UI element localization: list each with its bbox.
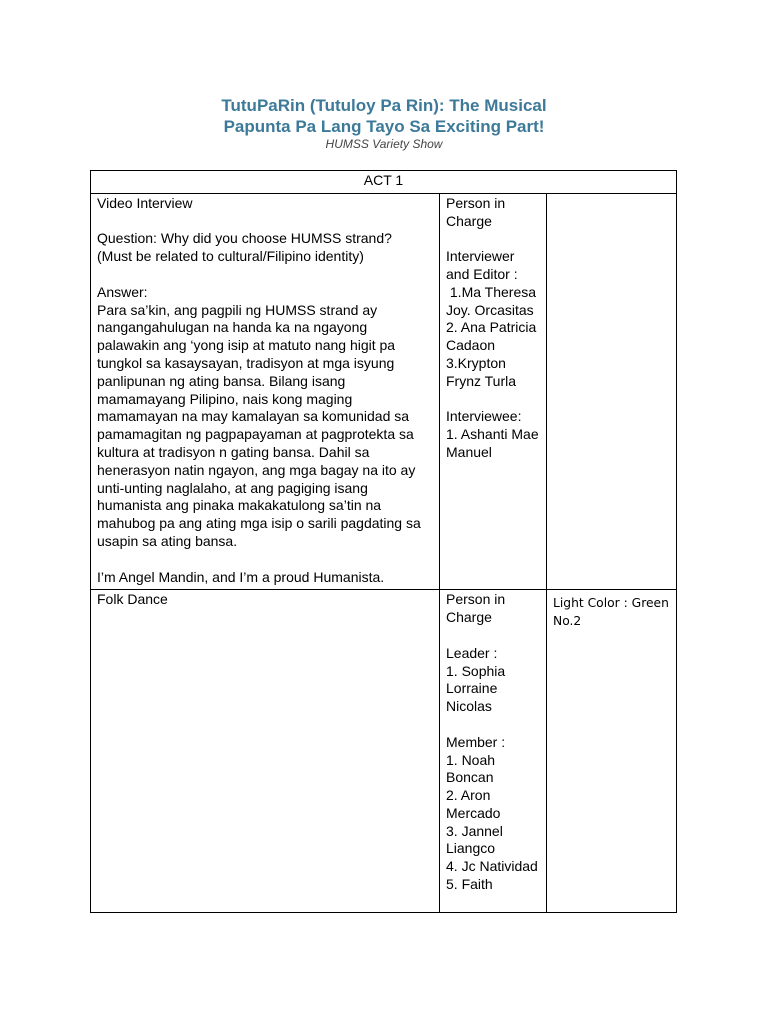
member-name: 1.Ma Theresa Joy. Orcasitas [446, 283, 540, 318]
document-subtitle-headline: Papunta Pa Lang Tayo Sa Exciting Part! [223, 117, 545, 136]
member-name: 2. Aron Mercado [446, 787, 501, 821]
member-name: 2. Ana Patricia Cadaon [446, 319, 541, 354]
table-row [91, 590, 677, 913]
group-label: Interviewer and Editor : [446, 248, 519, 282]
table-row [91, 193, 677, 590]
notes-cell [547, 590, 677, 913]
member-name: 4. Jc Natividad [446, 858, 538, 875]
segment-title: Video Interview [97, 194, 193, 211]
member-name: 1. Sophia Lorraine Nicolas [446, 662, 510, 715]
answer-label: Answer: [97, 283, 148, 300]
member-name: 5. Faith [446, 876, 493, 893]
light-color-note: Light Color : Green No.2 [553, 596, 673, 629]
interview-answer: Para sa’kin, ang pagpili ng HUMSS strand ay nangangahulugan na handa ka na ngayong palawakin ang ‘yong isip at matuto nang higit pa tungkol sa kasaysayan, tradisyon at mga isyung panlipunan ng ating bansa. Bilang isang mamamayang Pilipino, nais kong maging mamamayan na may kamalayan sa komunidad sa pamamagitan ng pagpapayaman at pagprotekta sa kultura at tradisyon n gating bansa. Dahil sa henerasyon natin ngayon, ang mga bagay na ito ay unti-unting naglalaho, at ang pagiging isang humanista ang pinaka makakatulong sa’tin na mahubog pa ang ating mga isip o sarili pagdating sa usapin sa ating bansa. [97, 301, 425, 549]
person-in-charge-cell [440, 193, 547, 590]
group-label: Member : [446, 733, 506, 750]
script-table [90, 170, 677, 913]
segment-cell [91, 193, 440, 590]
document-subtitle: HUMSS Variety Show [325, 137, 443, 151]
group-label: Interviewee: [446, 408, 522, 425]
document-title: TutuPaRin (Tutuloy Pa Rin): The Musical [221, 96, 547, 115]
member-name: 3.Krypton Frynz Turla [446, 354, 517, 389]
person-in-charge-cell [440, 590, 547, 913]
notes-text [553, 195, 670, 198]
closing-line: I’m Angel Mandin, and I’m a proud Humanista. [97, 568, 385, 585]
notes-cell [547, 193, 677, 590]
segment-title: Folk Dance [97, 591, 168, 608]
member-name: 3. Jannel Liangco [446, 822, 507, 857]
member-name: 1. Noah Boncan [446, 751, 499, 786]
act-label: ACT 1 [91, 171, 677, 194]
act-header-row [91, 171, 677, 194]
person-in-charge-heading: Person in Charge [446, 591, 510, 626]
member-name: 1. Ashanti Mae Manuel [446, 426, 543, 460]
group-label: Leader : [446, 644, 498, 661]
segment-cell [91, 590, 440, 913]
person-in-charge-heading: Person in Charge [446, 194, 510, 229]
interview-question: Question: Why did you choose HUMSS strand? (Must be related to cultural/Filipino identity) [97, 230, 392, 265]
